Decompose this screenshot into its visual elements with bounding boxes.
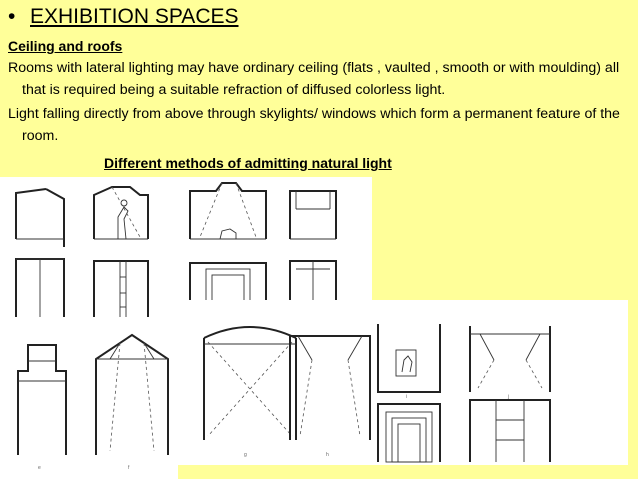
drawing-panel-bottom-right	[178, 300, 628, 465]
section-drawings-bottom-left	[0, 321, 178, 479]
section-drawing-2	[94, 187, 148, 327]
section-drawing-9	[378, 324, 440, 462]
paragraph-lateral-lighting: Rooms with lateral lighting may have ordinary ceiling (flats , vaulted , smooth or with moulding) all that is required being a suitable refraction of diffused colorless light.	[8, 60, 620, 98]
drawing-panel-bottom-left	[0, 321, 178, 479]
figure-label-h: h	[326, 452, 329, 458]
figure-label-j: j	[508, 394, 510, 400]
section-drawing-5	[18, 345, 66, 471]
section-drawing-6	[96, 335, 168, 471]
slide-title-text: EXHIBITION SPACES	[30, 5, 239, 28]
section-heading: Ceiling and roofs	[8, 38, 123, 54]
section-drawing-1	[16, 189, 64, 327]
slide-title	[8, 4, 239, 30]
section-drawings-bottom-right	[178, 300, 628, 465]
paragraph-top-lighting: Light falling directly from above through skylights/ windows which form a permanent feature of the room.	[8, 106, 620, 144]
figure-label-g: g	[244, 452, 247, 458]
figure-label-f: f	[128, 465, 130, 471]
figure-label-i: i	[406, 394, 408, 400]
section-drawing-10	[470, 326, 550, 462]
bullet-icon: •	[8, 5, 16, 28]
figure-label-e: e	[38, 465, 41, 471]
section-drawing-8	[290, 336, 370, 458]
figure-caption: Different methods of admitting natural light	[104, 155, 392, 171]
section-drawing-7	[204, 327, 296, 458]
